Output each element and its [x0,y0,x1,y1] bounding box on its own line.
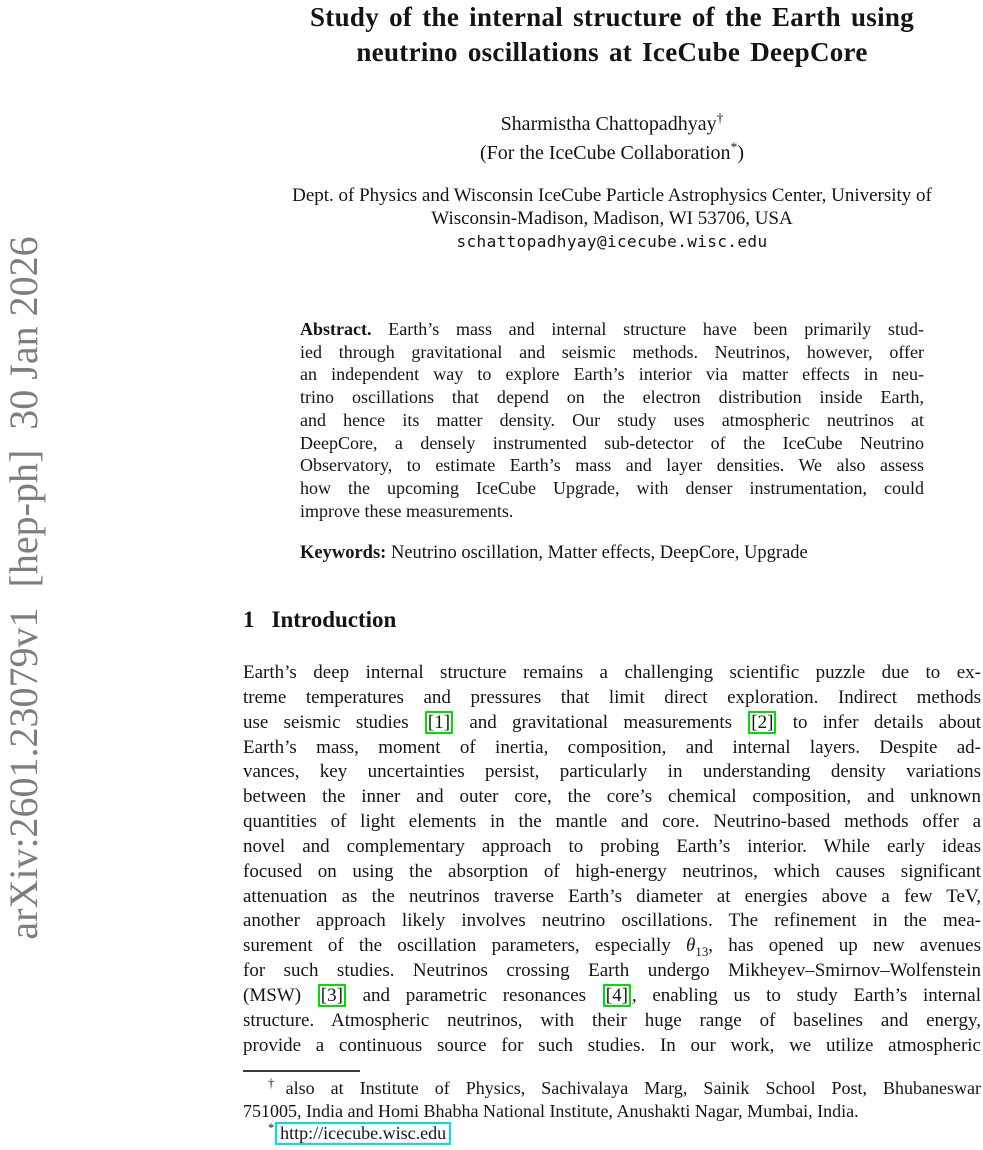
text-line: and hence its matter density. Our study uses atmospheric neutrinos at [300,409,924,430]
text-line: 751005, India and Homi Bhabha National Institute, Anushakti Nagar, Mumbai, India. [243,1100,859,1121]
paper-title-line2: neutrino oscillations at IceCube DeepCore [356,37,868,67]
author-block [243,110,981,168]
math-symbol: θ [686,935,696,957]
bold-text: Keywords: [300,543,387,563]
paper-title-line1: Study of the internal structure of the Earth using [309,2,914,32]
section-heading [243,607,396,633]
affiliation-line2: Wisconsin-Madison, Madison, WI 53706, USA [431,208,793,229]
arxiv-watermark: arXiv:2601.23079v1 [hep-ph] 30 Jan 2026 [1,236,46,940]
url-link[interactable]: http://icecube.wisc.edu [275,1122,451,1145]
intro-paragraph [243,661,981,1059]
text-line: use seismic studies [1] and gravitational measurements [2] to infer details about [243,711,981,733]
superscript-marker: * [268,1121,275,1136]
text-line: an independent way to explore Earth’s interior via matter effects in neu- [300,364,924,385]
text-line: surement of the oscillation parameters, especially $\theta_{13}$, has opened up new avenues [243,935,981,960]
text-line: novel and complementary approach to probing Earth’s interior. While early ideas [243,835,981,857]
text-line: Earth’s deep internal structure remains a challenging scientific puzzle due to ex- [243,662,981,683]
text-line [243,1122,981,1145]
text-line: for such studies. Neutrinos crossing Earth undergo Mikheyev–Smirnov–Wolfenstein [243,960,981,982]
text-line: (MSW) [3] and parametric resonances [4] , enabling us to study Earth’s internal [243,984,981,1006]
text-line: quantities of light elements in the mantle and core. Neutrino-based methods offer a [243,811,981,833]
text-line: ied through gravitational and seismic methods. Neutrinos, however, offer [300,341,924,362]
footnote-rule [243,1070,360,1072]
text-line: another approach likely involves neutrino oscillations. The refinement in the mea- [243,910,981,932]
text-line: Earth’s mass, moment of inertia, composition, and internal layers. Despite ad- [243,736,981,758]
abstract-block [300,318,924,522]
section-title: Introduction [271,607,397,632]
superscript-marker: † [268,1076,286,1090]
paper-column [243,0,981,1150]
subscript: 13 [695,944,709,960]
text-line: trino oscillations that depend on the electron distribution inside Earth, [300,387,924,408]
text-line: †also at Institute of Physics, Sachivalaya Marg, Sainik School Post, Bhubaneswar [268,1076,981,1098]
text-line: how the upcoming IceCube Upgrade, with denser instrumentation, could [300,477,924,498]
keywords-line: Keywords: Neutrino oscillation, Matter effects, DeepCore, Upgrade [300,543,808,563]
email-address: schattopadhyay@icecube.wisc.edu [456,232,768,251]
text-line: attenuation as the neutrinos traverse Earth’s diameter at energies above a few TeV, [243,885,981,907]
text-line: improve these measurements. [300,500,514,521]
text-line: Observatory, to estimate Earth’s mass and layer densities. We also assess [300,455,924,476]
text-line: Abstract. Earth’s mass and internal structure have been primarily stud- [300,319,924,339]
text-line: focused on using the absorption of high-energy neutrinos, which causes significant [243,860,981,882]
citation-link[interactable]: [2] [748,711,776,734]
text-line: structure. Atmospheric neutrinos, with their huge range of baselines and energy, [243,1009,981,1031]
citation-link[interactable]: [3] [318,984,346,1007]
text-line: DeepCore, a densely instrumented sub-detector of the IceCube Neutrino [300,432,924,453]
citation-link[interactable]: [4] [603,984,631,1007]
affiliation-line1: Dept. of Physics and Wisconsin IceCube Particle Astrophysics Center, University of [292,185,932,206]
author-name: Sharmistha Chattopadhyay† [500,110,724,135]
section-number: 1 [243,607,255,632]
text-line: treme temperatures and pressures that limit direct exploration. Indirect methods [243,686,981,708]
bold-text: Abstract. [300,319,372,339]
collaboration-line: (For the IceCube Collaboration*) [480,139,744,164]
paper-title [243,0,981,70]
text-line: provide a continuous source for such studies. In our work, we utilize atmospheric [243,1034,981,1056]
citation-link[interactable]: [1] [425,711,453,734]
superscript-marker: † [716,110,724,126]
affiliation-block [243,184,981,253]
text-line: between the inner and outer core, the core’s chemical composition, and unknown [243,786,981,808]
text-line: vances, key uncertainties persist, particularly in understanding density variations [243,761,981,783]
footnote-block [243,1077,981,1145]
superscript-marker: * [730,139,738,155]
